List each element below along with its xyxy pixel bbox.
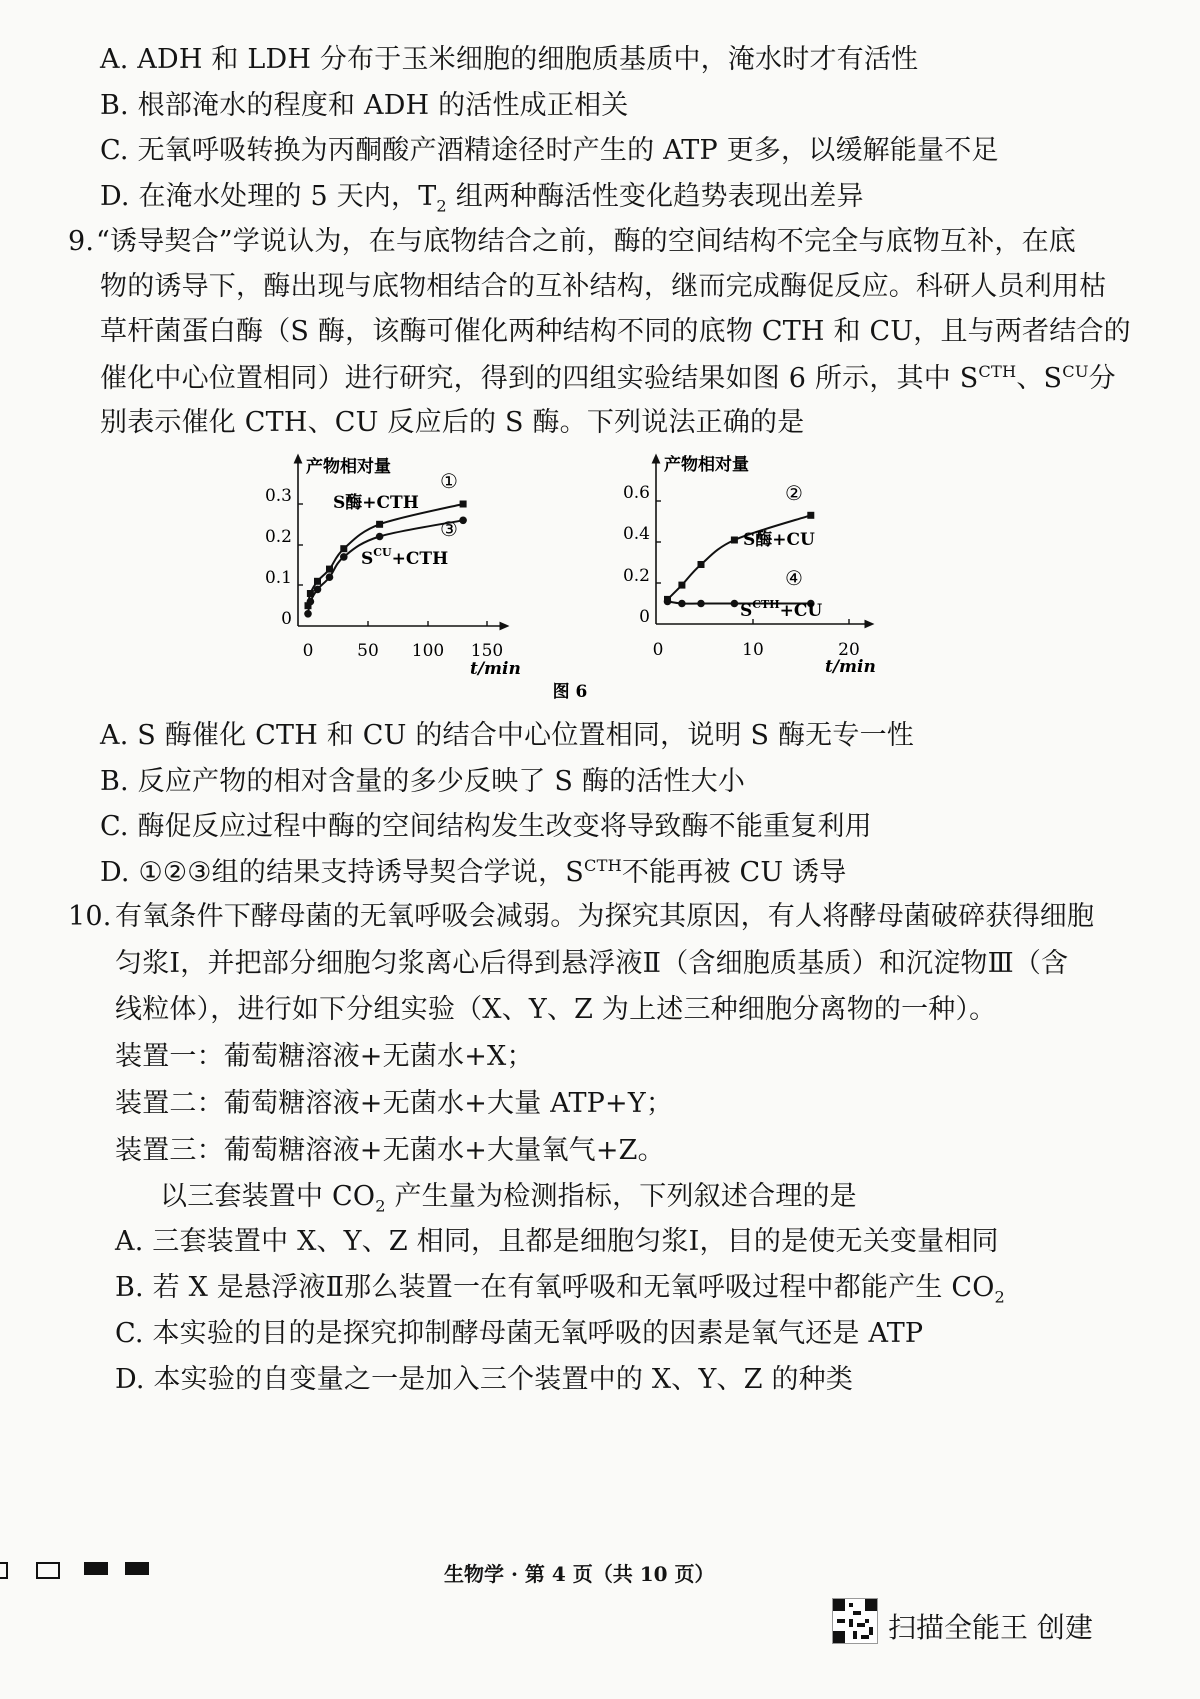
q9-stem-line-4: 催化中心位置相同）进行研究，得到的四组实验结果如图 6 所示，其中 $S^{CTH}$、$S^{CU}$分 [100,362,1116,394]
qr-code-icon [832,1598,878,1644]
x-tick-label: 150 [470,641,504,661]
data-point [731,600,739,608]
page-footer: 生物学 · 第 4 页（共 10 页） [444,1562,715,1586]
data-point [376,521,383,528]
option-letter: A. [100,720,129,751]
q9-stem-line-2: 物的诱导下，酶出现与底物相结合的互补结构，继而完成酶促反应。科研人员利用枯 [100,271,1107,302]
q10-stem-line-1: 有氧条件下酵母菌的无氧呼吸会减弱。为探究其原因，有人将酵母菌破碎获得细胞 [115,901,1095,932]
option-letter: A. [115,1226,144,1257]
chart-right [623,454,876,677]
option-text: S 酶催化 CTH 和 CU 的结合中心位置相同，说明 S 酶无专一性 [137,720,914,751]
data-point [376,533,384,541]
figure-6 [0,450,1200,710]
x-tick-label: 0 [302,641,314,661]
q9-option-a [100,722,914,749]
series-1-label: S酶+CTH [333,493,419,513]
series-1-number: ① [440,469,458,493]
data-point [314,586,322,594]
series-4-number: ④ [785,566,803,590]
series-2-label: S酶+CU [743,530,815,550]
option-text: 无氧呼吸转换为丙酮酸产酒精途径时产生的 ATP 更多，以缓解能量不足 [137,135,999,166]
q9-stem-line-3: 草杆菌蛋白酶（S 酶，该酶可催化两种结构不同的底物 CTH 和 CU，且与两者结合的 [100,316,1131,347]
series-2-number: ② [785,481,803,505]
chart-left-x-ticks [303,621,504,661]
y-tick-label: 0 [639,607,650,627]
option-text: 在淹水处理的 5 天内，$T_2$ 组两种酶活性变化趋势表现出差异 [138,181,864,216]
option-letter: D. [100,181,130,212]
q8-option-d [100,183,864,215]
y-tick-label: 0.4 [622,524,650,544]
q9-stem-line-1: “诱导契合”学说认为，在与底物结合之前，酶的空间结构不完全与底物互补，在底 [96,226,1077,257]
data-point [678,600,686,608]
chart-left-ylabel: 产物相对量 [306,457,391,477]
q10-question-stem: 以三套装置中 $CO_2$ 产生量为检测指标，下列叙述合理的是 [160,1181,857,1216]
data-point [340,553,348,561]
data-point [698,561,705,568]
option-letter: C. [115,1318,144,1349]
option-letter: D. [115,1364,145,1395]
q10-number: 10. [68,901,112,932]
figure-caption: 图 6 [552,682,588,702]
y-tick-label: 0.3 [264,486,292,506]
footer-mark-filled [125,1562,149,1575]
y-tick-label: 0.2 [622,566,650,586]
option-letter: C. [100,135,129,166]
option-letter: D. [100,857,130,888]
q10-option-d [115,1366,853,1393]
q10-option-a [115,1228,999,1255]
data-point [807,512,814,519]
option-text: 本实验的目的是探究抑制酵母菌无氧呼吸的因素是氧气还是 ATP [152,1318,924,1349]
y-tick-label: 0 [281,609,292,629]
data-point [307,598,315,606]
q8-option-c [100,137,999,164]
q10-stem-line-3: 线粒体），进行如下分组实验（X、Y、Z 为上述三种细胞分离物的一种）。 [115,994,997,1025]
q8-option-b [100,92,628,119]
q10-option-c [115,1320,923,1347]
data-point [678,582,685,589]
chart-right-xlabel: t/min [825,657,876,677]
option-text: 酶促反应过程中酶的空间结构发生改变将导致酶不能重复利用 [137,811,872,842]
q9-number: 9. [68,226,95,257]
q9-option-d [100,858,846,886]
y-tick-label: 0.2 [264,527,292,547]
x-tick-label: 0 [652,640,664,660]
q10-stem-line-2: 匀浆Ⅰ，并把部分细胞匀浆离心后得到悬浮液Ⅱ（含细胞质基质）和沉淀物Ⅲ（含 [115,948,1069,979]
option-text: 三套装置中 X、Y、Z 相同，且都是细胞匀浆Ⅰ，目的是使无关变量相同 [152,1226,999,1257]
option-letter: C. [100,811,129,842]
q9-option-b [100,768,745,795]
chart-right-ylabel: 产物相对量 [664,455,749,475]
data-point [697,600,705,608]
data-point [460,501,467,508]
x-tick-label: 10 [742,640,764,660]
data-point [314,578,321,585]
series-4-label: $S^{CTH}+CU$ [740,598,823,621]
series-3-label: $S^{CU}+CTH$ [361,546,449,569]
data-point [340,545,347,552]
data-point [304,610,312,618]
y-tick-label: 0.1 [264,568,292,588]
option-letter: B. [100,766,129,797]
x-tick-label: 20 [838,640,860,660]
q9-stem-line-5: 别表示催化 CTH、CU 反应后的 S 酶。下列说法正确的是 [100,407,805,438]
x-tick-label: 50 [357,641,379,661]
option-letter: A. [100,44,129,75]
option-text: 本实验的自变量之一是加入三个装置中的 X、Y、Z 的种类 [153,1364,854,1395]
q9-option-c [100,813,872,840]
option-letter: B. [115,1272,144,1303]
footer-mark-outline [36,1562,60,1579]
option-text: 反应产物的相对含量的多少反映了 S 酶的活性大小 [137,766,746,797]
data-point [459,517,467,525]
scanner-watermark: 扫描全能王 创建 [888,1611,1093,1644]
data-point [664,598,672,606]
footer-mark-outline-small [0,1562,8,1579]
chart-right-x-ticks [653,619,860,660]
series-3-number: ③ [440,517,458,541]
option-text: 根部淹水的程度和 ADH 的活性成正相关 [137,90,629,121]
option-text: ①②③组的结果支持诱导契合学说，$S^{CTH}$不能再被 CU 诱导 [138,856,847,888]
option-letter: B. [100,90,129,121]
option-text: ADH 和 LDH 分布于玉米细胞的细胞质基质中，淹水时才有活性 [137,44,919,75]
q10-device-2: 装置二：葡萄糖溶液+无菌水+大量 ATP+Y； [115,1088,674,1119]
data-point [326,573,334,581]
x-tick-label: 100 [411,641,445,661]
q8-option-a [100,46,918,73]
chart-left [265,456,521,679]
q10-option-b [115,1274,1005,1306]
chart-left-xlabel: t/min [470,659,521,679]
y-tick-label: 0.6 [622,483,650,503]
option-text: 若 X 是悬浮液Ⅱ那么装置一在有氧呼吸和无氧呼吸过程中都能产生 $CO_2$ [152,1272,1006,1307]
q10-device-1: 装置一：葡萄糖溶液+无菌水+X； [115,1041,534,1072]
q10-device-3: 装置三：葡萄糖溶液+无菌水+大量氧气+Z。 [115,1135,665,1166]
footer-mark-filled [84,1562,108,1575]
data-point [731,537,738,544]
